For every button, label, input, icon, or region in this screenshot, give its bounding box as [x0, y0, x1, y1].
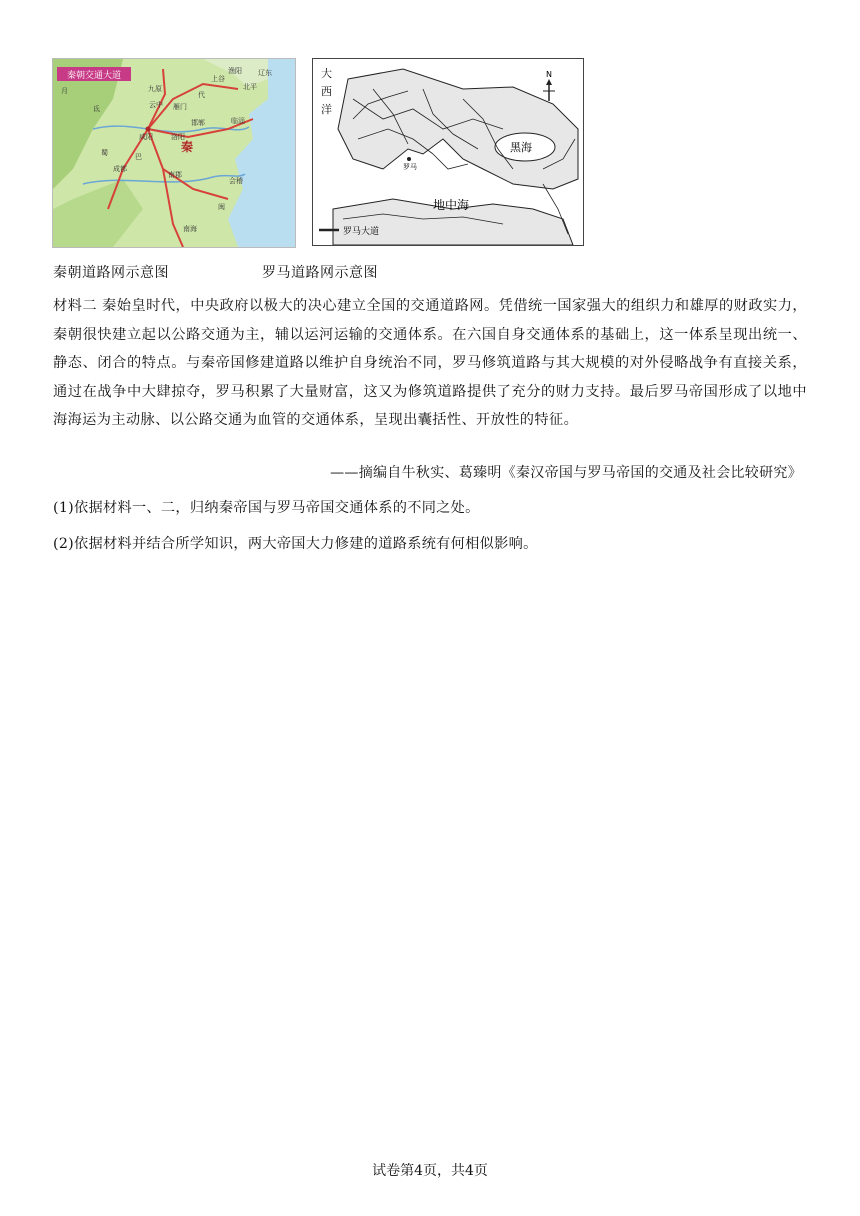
qin-map-caption: 秦朝道路网示意图	[53, 265, 169, 281]
place-label: 临淄	[231, 117, 245, 125]
qin-map-banner: 秦朝交通大道	[66, 71, 122, 81]
rome-map-caption: 罗马道路网示意图	[262, 265, 378, 281]
black-sea-label: 黑海	[510, 141, 532, 154]
mediterranean-label: 地中海	[433, 198, 470, 212]
qin-road-map	[52, 58, 296, 248]
page-footer: 试卷第4页，共4页	[372, 1163, 488, 1179]
place-label: 辽东	[258, 69, 272, 77]
place-label: 渔阳	[228, 67, 242, 75]
place-label: 蜀	[101, 149, 108, 157]
qin-region-label: 秦	[181, 140, 194, 154]
place-label: 代	[198, 91, 205, 99]
question-2: (2)依据材料并结合所学知识，两大帝国大力修建的道路系统有何相似影响。	[53, 536, 538, 552]
place-label: 会稽	[229, 177, 243, 185]
rome-road-map	[312, 58, 584, 246]
rome-map-graphic	[313, 59, 583, 245]
place-label: 巴	[135, 153, 142, 161]
place-label: 成都	[113, 165, 127, 173]
place-label: 南郡	[168, 171, 182, 179]
place-label: 月	[61, 87, 68, 95]
source-citation: ——摘编自牛秋实、葛臻明《秦汉帝国与罗马帝国的交通及社会比较研究》	[330, 465, 802, 481]
place-label: 洛阳	[171, 133, 185, 141]
legend-roman-road: 罗马大道	[343, 227, 380, 237]
place-label: 上谷	[211, 75, 225, 83]
north-label: N	[546, 70, 552, 79]
place-label: 云中	[149, 101, 163, 109]
question-1: (1)依据材料一、二，归纳秦帝国与罗马帝国交通体系的不同之处。	[53, 500, 480, 516]
material-two-paragraph: 材料二 秦始皇时代，中央政府以极大的决心建立全国的交通道路网。凭借统一国家强大的组织力和雄厚的财政实力，秦朝很快建立起以公路交通为主，辅以运河运输的交通体系。在六国自身交通体系的基础上，这一体系呈现出统一、静态、闭合的特点。与秦帝国修建道路以维护自身统治不同，罗马修筑道路与其大规模的对外侵略战争有直接关系，通过在战争中大肆掠夺，罗马积累了大量财富，这又为修筑道路提供了充分的财力支持。最后罗马帝国形成了以地中海海运为主动脉、以公路交通为血管的交通体系，呈现出囊括性、开放性的特征。	[53, 298, 807, 428]
rome-city-label: 罗马	[403, 163, 417, 171]
place-label: 氐	[93, 105, 100, 113]
place-label: 闽	[218, 203, 225, 211]
place-label: 北平	[243, 83, 257, 91]
place-label: 咸阳	[139, 133, 153, 141]
place-label: 雁门	[173, 103, 187, 111]
place-label: 南海	[183, 225, 197, 233]
atlantic-label: 大西洋	[321, 67, 332, 116]
place-label: 九原	[148, 85, 162, 93]
place-label: 邯郸	[191, 119, 205, 127]
qin-map-graphic	[53, 59, 295, 247]
